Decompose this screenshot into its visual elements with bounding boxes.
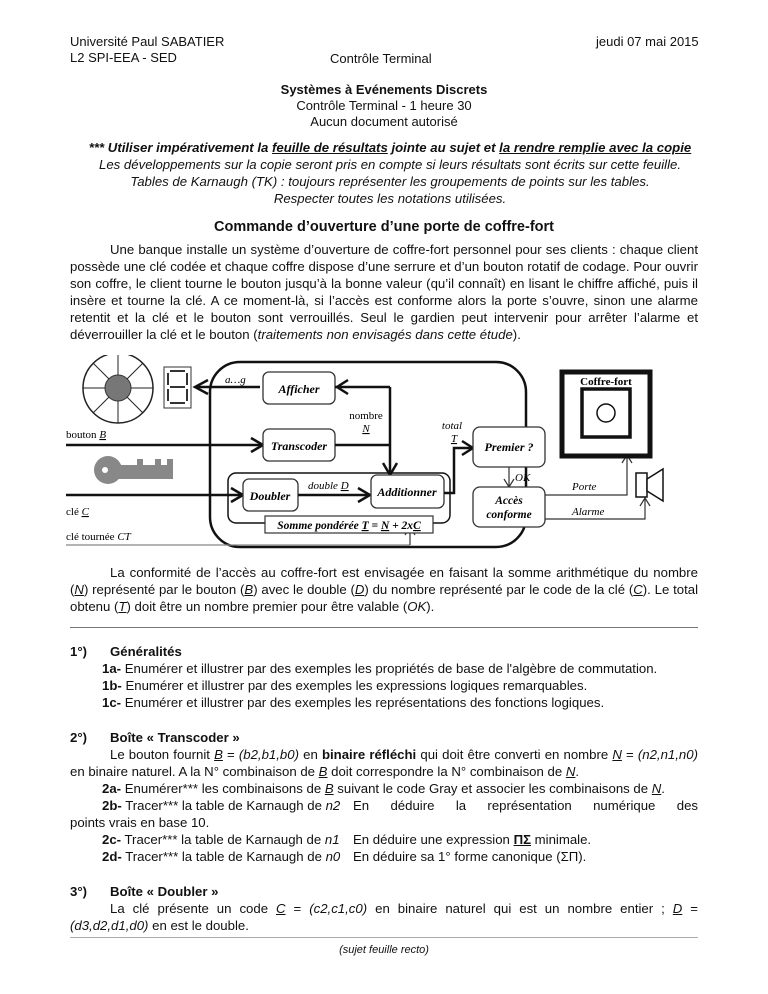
question-2 — [70, 729, 698, 865]
label-total: total — [441, 420, 463, 432]
question-2d: 2d- Tracer*** la table de Karnaugh de n0 En déduire sa 1° forme canonique (ΣΠ). — [102, 849, 587, 864]
label-a-to-g: a…g — [225, 374, 246, 386]
label-bouton: bouton B — [66, 429, 107, 441]
acces-conforme-box — [473, 487, 545, 527]
var-D: D — [354, 582, 365, 597]
conforme-label: conforme — [486, 509, 532, 521]
label-cle-tournee: clé tournée CT — [66, 531, 131, 543]
intro-italic-note: traitements non envisagés dans cette étude — [257, 327, 513, 342]
conformity-paragraph: La conformité de l’accès au coffre-fort est envisagée en faisant la somme arithmétique du nombre (N) représenté par le bouton (B) avec le double (D) du nombre représenté par le code de la clé (C). Le total obtenu (T) doit être un nombre premier pour être valable (OK). — [70, 565, 698, 614]
label-N: N — [362, 423, 370, 435]
question-3 — [70, 883, 698, 934]
intro-text: Une banque installe un système d’ouverture de coffre-fort personnel pour ses clients : chaque client possède une clé codée et chaque coffre dispose d’une serrure et d’un bouton rotatif de codage. Pour ouvrir son coffre, le client tourne le bouton jusqu’à la bonne valeur (qu’il connaît) en lisant le chiffre affiché, puis il insère et tourne la clé. A ce moment-là, si l’accès est conforme alors la porte s’ouvre, sinon une alarme retentit et la clé et le bouton sont verrouillés. Seul le gardien peut intervenir pour arrêter l’alarme et déverrouiller la clé et le bouton ( — [70, 242, 698, 342]
intro-paragraph — [70, 241, 698, 343]
exam-duration: Contrôle Terminal - 1 heure 30 — [296, 98, 472, 113]
exam-type: Contrôle Terminal — [330, 51, 432, 66]
program-name: L2 SPI-EEA - SED — [70, 50, 177, 65]
acces-label: Accès — [495, 495, 523, 507]
label-nombre: nombre — [349, 410, 383, 422]
var-C: C — [633, 582, 643, 597]
question-1-heading: 1°) Généralités — [70, 644, 182, 659]
label-double-D: double D — [308, 480, 349, 492]
question-2-heading: 2°) Boîte « Transcoder » — [70, 730, 240, 745]
question-1a: 1a- Enumérer et illustrer par des exemples les propriétés de base de l'algèbre de commutation. — [102, 661, 658, 676]
somme-ponderee-formula: Somme pondérée T = N + 2xC — [277, 520, 421, 532]
afficher-label: Afficher — [278, 382, 320, 396]
rotary-knob-icon — [83, 355, 153, 423]
instruction-line-2: Les développements sur la copie seront pris en compte si leurs résultats sont écrits sur cette feuille. — [99, 157, 681, 172]
var-T: T — [118, 599, 127, 614]
question-2b: 2b- Tracer*** la table de Karnaugh de n2 En déduire la représentation numérique des points vrais en base 10. — [70, 798, 698, 830]
coffre-fort-label: Coffre-fort — [580, 376, 632, 388]
question-3-text: La clé présente un code C = (c2,c1,c0) en binaire naturel qui est un nombre entier ; D = (d3,d2,d1,d0) en est le double. — [70, 901, 698, 933]
premier-label: Premier ? — [484, 440, 534, 454]
question-2c: 2c- Tracer*** la table de Karnaugh de n1 En déduire une expression ΠΣ minimale. — [102, 832, 592, 847]
seven-segment-display-icon — [164, 367, 191, 408]
title-block — [0, 82, 768, 130]
question-2-intro: Le bouton fournit B = (b2,b1,b0) en binaire réfléchi qui doit être converti en nombre N = (n2,n1,n0) en binaire naturel. A la N° combinaison de B doit correspondre la N° combinaison de N. — [70, 747, 698, 779]
exam-date: jeudi 07 mai 2015 — [596, 34, 699, 49]
label-T: T — [450, 433, 458, 445]
var-N: N — [74, 582, 84, 597]
var-OK: OK — [407, 599, 427, 614]
university-name: Université Paul SABATIER — [70, 34, 225, 49]
question-2a: 2a- Enumérer*** les combinaisons de B suivant le code Gray et associer les combinaisons de N. — [102, 781, 665, 796]
return-sheet-ref: la rendre remplie avec la copie — [499, 140, 692, 155]
doubler-label: Doubler — [249, 489, 291, 503]
intro-end: ). — [512, 327, 521, 342]
label-porte: Porte — [572, 481, 597, 493]
results-sheet-ref: feuille de résultats — [271, 140, 388, 155]
safe-icon — [562, 372, 650, 456]
instructions — [60, 139, 720, 207]
instruction-main — [60, 139, 720, 156]
additionner-label: Additionner — [377, 485, 437, 499]
question-1 — [70, 643, 710, 711]
footer-separator — [70, 937, 698, 938]
label-alarme: Alarme — [572, 506, 605, 518]
label-ok: OK — [515, 472, 531, 484]
question-3-heading: 3°) Boîte « Doubler » — [70, 884, 219, 899]
instruction-line-3: Tables de Karnaugh (TK) : toujours représenter les groupements de points sur les tables. — [130, 174, 650, 189]
key-icon — [94, 456, 173, 484]
question-1b: 1b- Enumérer et illustrer par des exemples les expressions logiques remarquables. — [102, 678, 588, 693]
instruction-line-4: Respecter toutes les notations utilisées. — [273, 191, 507, 206]
alarm-speaker-icon — [636, 469, 663, 501]
section-title: Commande d’ouverture d’une porte de coffre-fort — [214, 219, 554, 235]
separator-line — [70, 627, 698, 628]
system-diagram — [60, 355, 710, 555]
documents-note: Aucun document autorisé — [310, 114, 458, 129]
transcoder-label: Transcoder — [270, 439, 328, 453]
var-B: B — [244, 582, 254, 597]
question-1c: 1c- Enumérer et illustrer par des exemples les représentations des fonctions logiques. — [102, 695, 605, 710]
footer-note: (sujet feuille recto) — [339, 944, 429, 956]
instruction-text: *** Utiliser impérativement la — [88, 140, 272, 155]
instruction-text: jointe au sujet et — [387, 140, 500, 155]
label-cle: clé C — [66, 506, 89, 518]
course-title: Systèmes à Evénements Discrets — [280, 82, 488, 97]
